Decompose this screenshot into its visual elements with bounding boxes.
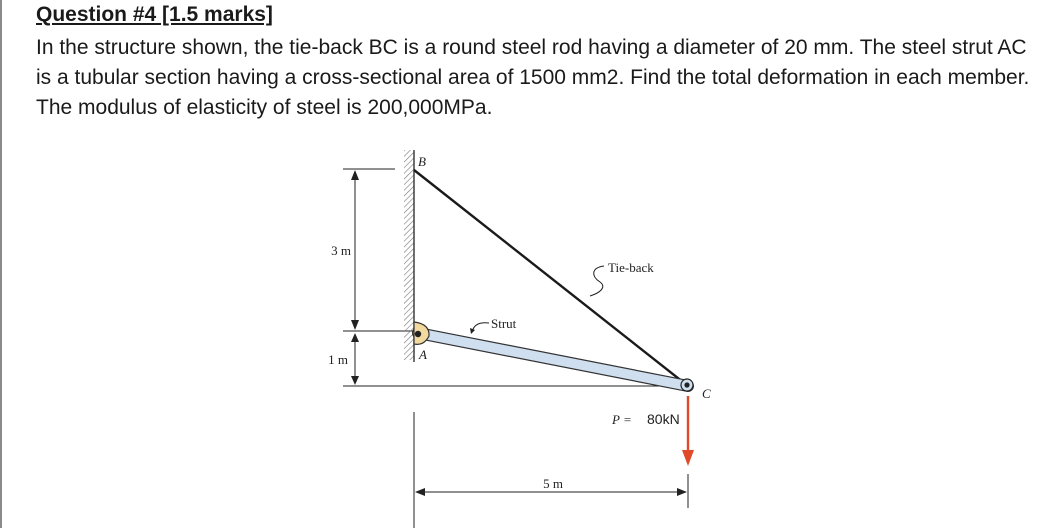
question-title: Question #4 [1.5 marks] bbox=[36, 3, 273, 26]
dimension-5m bbox=[414, 412, 688, 528]
load-p bbox=[611, 396, 694, 466]
strut-callout bbox=[470, 316, 517, 334]
point-c-label: C bbox=[702, 386, 711, 401]
point-a-label: A bbox=[419, 347, 427, 362]
load-prefix: P = bbox=[612, 412, 632, 427]
point-b-label: B bbox=[418, 154, 426, 169]
strut-member bbox=[418, 333, 688, 386]
dimension-1m-label: 1 m bbox=[328, 352, 348, 367]
tie-back-callout bbox=[590, 260, 654, 296]
load-value: 80kN bbox=[647, 411, 680, 427]
wall-support bbox=[404, 150, 414, 362]
question-text: In the structure shown, the tie-back BC is a round steel rod having a diameter of 20 mm. The steel strut AC is a tubular section having a cross-sectional area of 1500 mm2. Find the total deformation in each member. The modulus of elasticity of steel is 200,000MPa. bbox=[36, 36, 1030, 119]
pin-joint-c bbox=[681, 379, 693, 391]
tie-back-label: Tie-back bbox=[608, 260, 654, 275]
pin-support-a bbox=[414, 322, 429, 344]
dimension-3m-label: 3 m bbox=[331, 243, 351, 258]
strut-label: Strut bbox=[491, 316, 517, 331]
dimension-3m bbox=[331, 169, 395, 330]
dimension-1m bbox=[328, 333, 359, 385]
dimension-5m-label: 5 m bbox=[543, 476, 563, 491]
strut-fill bbox=[418, 333, 688, 386]
